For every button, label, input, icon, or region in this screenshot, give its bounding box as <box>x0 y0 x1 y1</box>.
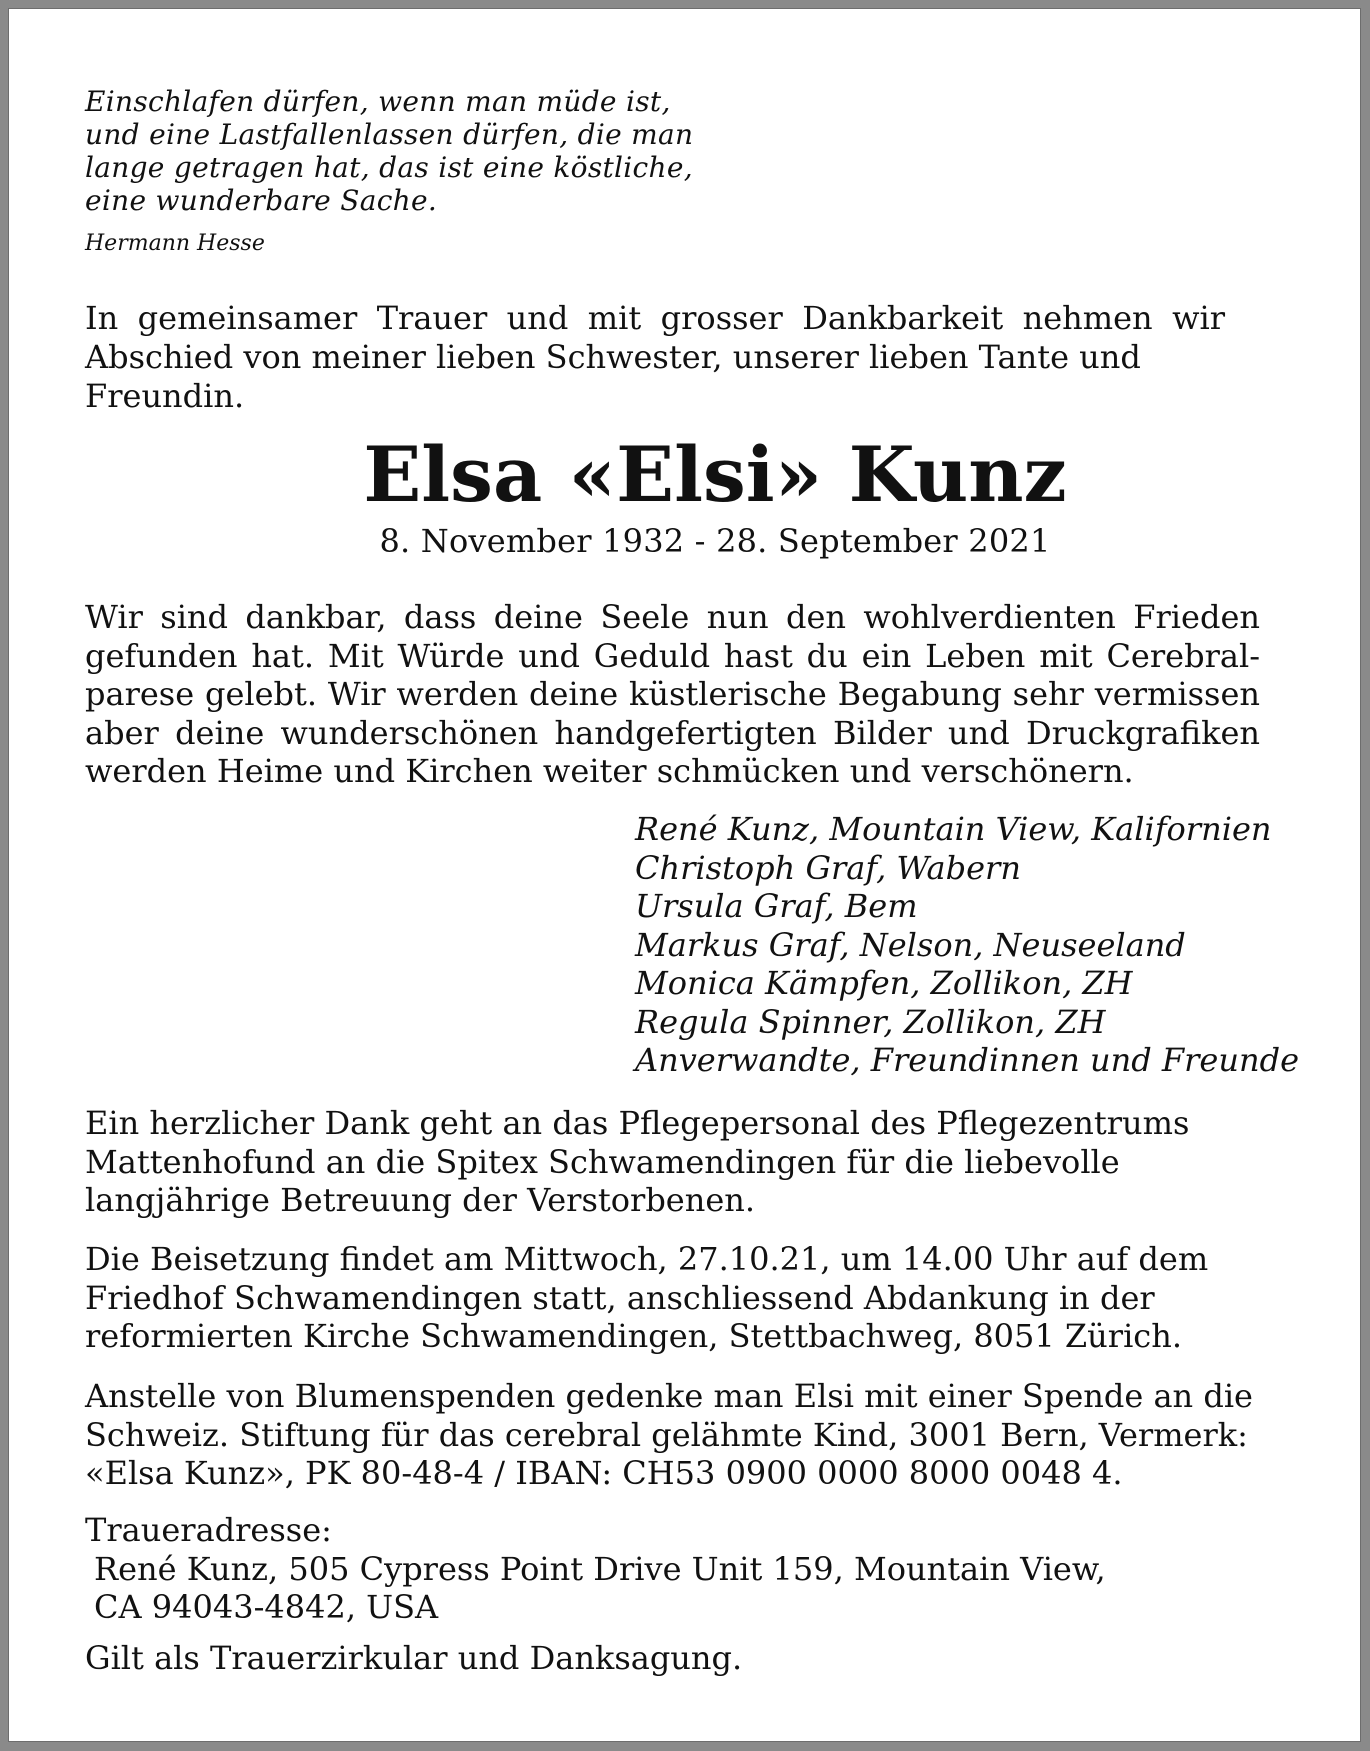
deceased-name: Elsa «Elsi» Kunz <box>363 430 1067 519</box>
tribute-paragraph: Wir sind dankbar, dass deine Seele nun den wohlverdienten Frieden gefunden hat. Mit Würde und Geduld hast du ein Leben mit Cerebralparese gelebt. Wir werden deine küstlerische Begabung sehr vermissen aber deine wunderschönen handgefertigten Bilder und Druckgrafiken werden Heime und Kirchen weiter schmücken und verschönern. <box>85 598 1260 790</box>
mourner-name: Monica Kämpfen, Zollikon, ZH <box>635 964 1133 1002</box>
burial-line: Die Beisetzung findet am Mittwoch, 27.10.21, um 14.00 Uhr auf dem <box>85 1240 1209 1278</box>
quote <box>85 85 765 217</box>
mourner-name: Regula Spinner, Zollikon, ZH <box>635 1002 1106 1041</box>
mourner-name: Anverwandte, Freundinnen und Freunde <box>635 1041 1299 1079</box>
address-line: CA 94043-4842, USA <box>94 1588 439 1626</box>
thanks-line: Ein herzlicher Dank geht an das Pflegepersonal des Pflegezentrums <box>85 1104 1190 1142</box>
quote-line: eine wunderbare Sache. <box>85 184 438 217</box>
closing-note: Gilt als Trauerzirkular und Danksagung. <box>85 1639 743 1677</box>
donation-line: «Elsa Kunz», PK 80-48-4 / IBAN: CH53 0900 0000 8000 0048 4. <box>85 1454 1123 1492</box>
quote-line: Einschlafen dürfen, wenn man müde ist, <box>85 85 671 118</box>
life-dates <box>9 521 1370 561</box>
burial-paragraph <box>85 1240 1285 1356</box>
intro-text-end: Freundin. <box>85 377 245 415</box>
intro-text: In gemeinsamer Trauer und mit grosser Dankbarkeit nehmen wir Abschied von meiner lieben Schwester, unserer lieben Tante und <box>85 299 1225 376</box>
mourner-name: René Kunz, Mountain View, Kalifornien <box>635 810 1272 848</box>
mourners-list <box>635 810 1299 1080</box>
donation-line: Anstelle von Blumenspenden gedenke man Elsi mit einer Spende an die <box>85 1377 1253 1415</box>
donation-paragraph <box>85 1377 1285 1493</box>
quote-author: Hermann Hesse <box>85 231 265 256</box>
address-line: René Kunz, 505 Cypress Point Drive Unit 159, Mountain View, <box>94 1549 1106 1588</box>
thanks-paragraph <box>85 1104 1285 1220</box>
donation-line: Schweiz. Stiftung für das cerebral gelähmte Kind, 3001 Bern, Vermerk: <box>85 1415 1248 1454</box>
intro-paragraph <box>85 299 1225 416</box>
mourner-name: Ursula Graf, Bem <box>635 887 918 925</box>
thanks-line: langjährige Betreuung der Verstorbenen. <box>85 1181 756 1219</box>
quote-line: lange getragen hat, das ist eine köstliche, <box>85 151 693 184</box>
mourner-name: Markus Graf, Nelson, Neuseeland <box>635 925 1186 964</box>
mourning-address <box>85 1511 1285 1627</box>
burial-line: reformierten Kirche Schwamendingen, Stettbachweg, 8051 Zürich. <box>85 1317 1182 1355</box>
burial-line: Friedhof Schwamendingen statt, anschliessend Abdankung in der <box>85 1278 1155 1317</box>
address-heading: Traueradresse: <box>85 1511 332 1549</box>
thanks-line: Mattenhofund an die Spitex Schwamendingen für die liebevolle <box>85 1142 1120 1181</box>
quote-line: und eine Lastfallenlassen dürfen, die man <box>85 118 694 151</box>
life-dates-text: 8. November 1932 - 28. September 2021 <box>379 522 1051 560</box>
mourner-name: Christoph Graf, Wabern <box>635 848 1021 887</box>
obituary-notice <box>8 8 1361 1742</box>
